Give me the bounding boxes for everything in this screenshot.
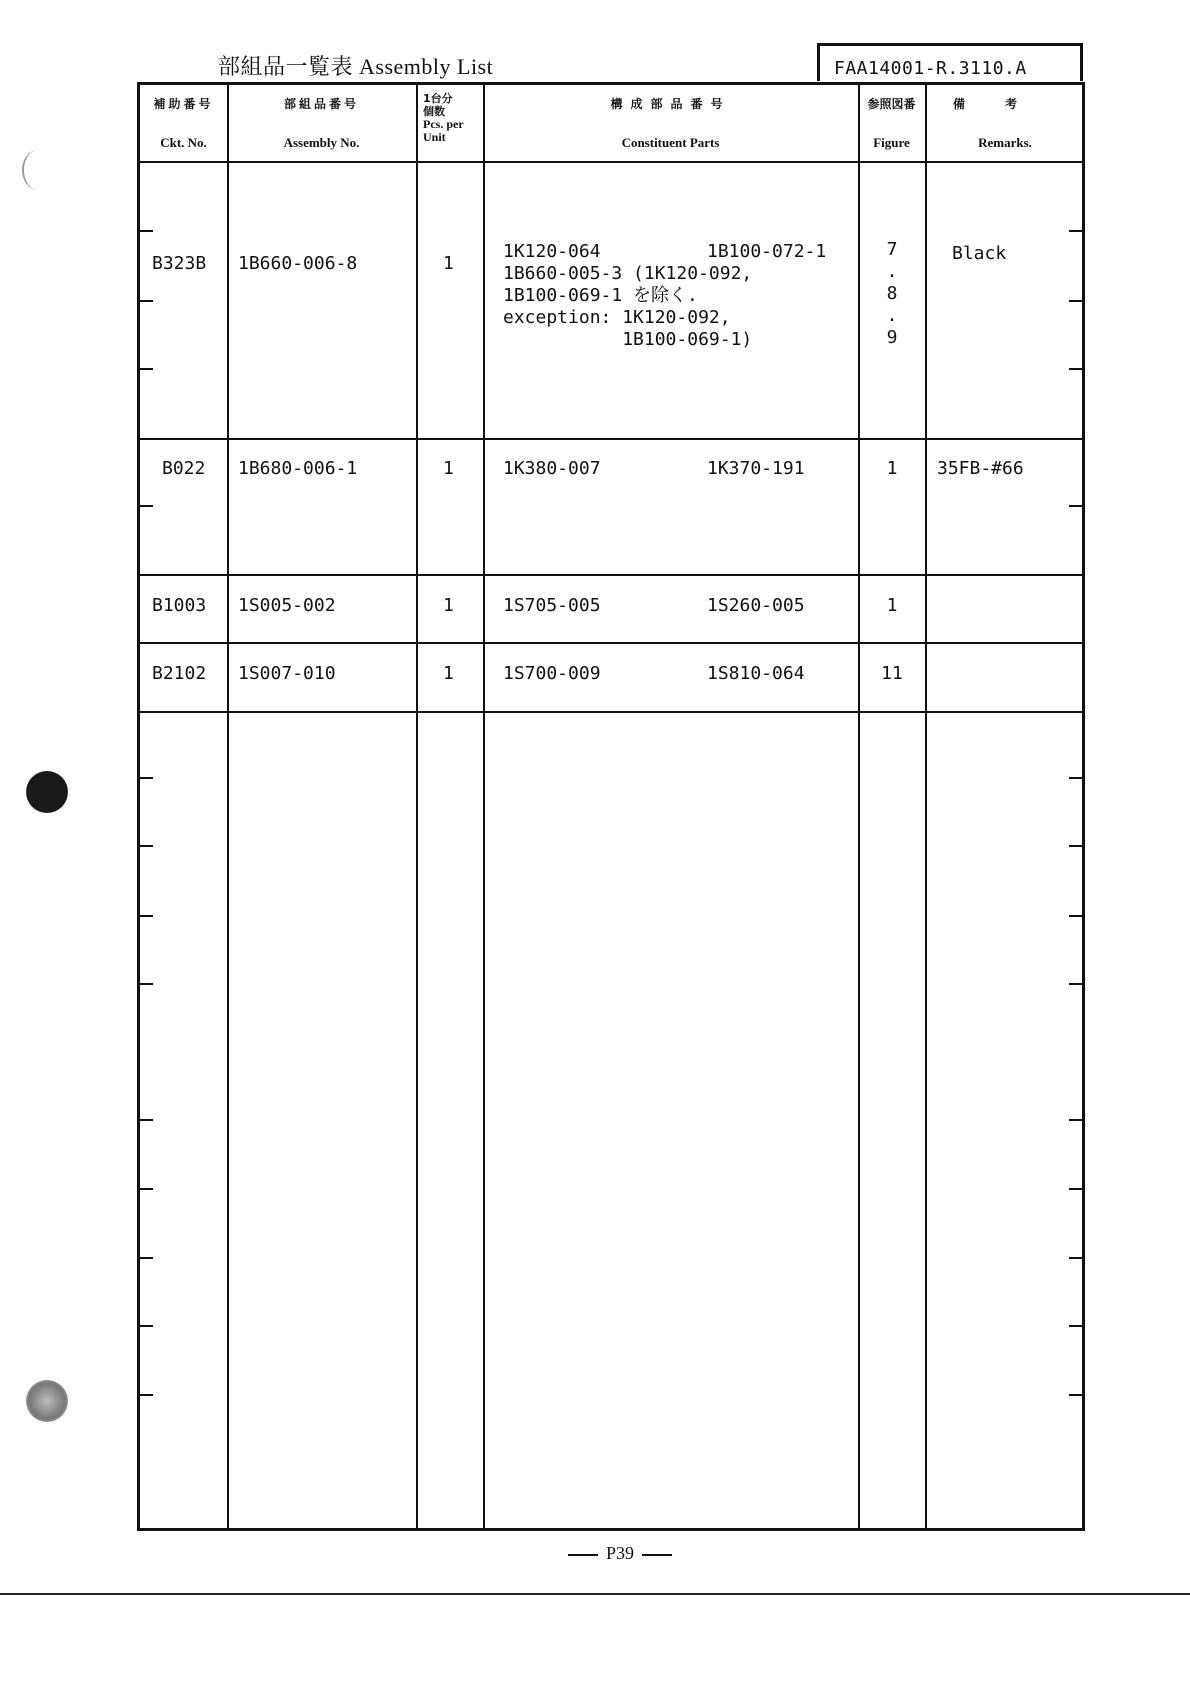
row2-parts-a: 1K380-007 (503, 458, 601, 479)
header-remarks-jp: 備考 (952, 97, 1057, 111)
margin-tick (139, 368, 153, 370)
page-number-text: P39 (606, 1543, 635, 1563)
margin-tick (139, 915, 153, 917)
header-ckt-jp: 補助番号 (153, 97, 214, 111)
row4-parts-b: 1S810-064 (707, 663, 805, 684)
row3-parts-b: 1S260-005 (707, 595, 805, 616)
document-id-box (817, 43, 1083, 81)
margin-tick (139, 1188, 153, 1190)
page-dash (642, 1554, 672, 1556)
column-divider (227, 85, 229, 1528)
row2-pcs: 1 (443, 458, 454, 479)
row1-parts-b: 1B100-072-1 (707, 241, 827, 262)
row4-parts-a: 1S700-009 (503, 663, 601, 684)
punch-hole-shadow (22, 150, 54, 190)
margin-tick (1069, 1394, 1083, 1396)
header-assembly-en: Assembly No. (283, 135, 360, 150)
margin-tick (1069, 915, 1083, 917)
margin-tick (139, 845, 153, 847)
header-assembly-jp: 部組品番号 (283, 97, 359, 111)
margin-tick (139, 777, 153, 779)
header-pcs-jp2: 個数 (423, 105, 445, 118)
row2-ckt: B022 (162, 458, 206, 479)
margin-tick (139, 1257, 153, 1259)
margin-tick (1069, 1188, 1083, 1190)
margin-tick (1069, 1119, 1083, 1121)
column-divider (416, 85, 418, 1528)
row4-figure: 11 (881, 663, 903, 684)
margin-tick (139, 1394, 153, 1396)
row1-ckt: B323B (152, 253, 207, 274)
margin-tick (139, 300, 153, 302)
page-bottom-rule (0, 1593, 1190, 1595)
margin-tick (1069, 1257, 1083, 1259)
row2-assembly: 1B680-006-1 (238, 458, 358, 479)
margin-tick (139, 505, 153, 507)
header-pcs-en2: Unit (423, 130, 446, 144)
header-remarks-en: Remarks. (978, 135, 1032, 150)
margin-tick (1069, 777, 1083, 779)
margin-tick (139, 230, 153, 232)
page-dash (568, 1554, 598, 1556)
margin-tick (139, 1325, 153, 1327)
row1-remarks: Black (952, 243, 1007, 264)
row3-ckt: B1003 (152, 595, 207, 616)
margin-tick (1069, 505, 1083, 507)
header-divider (140, 161, 1082, 163)
row3-assembly: 1S005-002 (238, 595, 336, 616)
header-pcs (423, 92, 487, 144)
document-id: FAA14001-R.3110.A (834, 58, 1027, 79)
margin-tick (139, 983, 153, 985)
header-figure-en: Figure (873, 135, 910, 150)
margin-tick (1069, 983, 1083, 985)
header-pcs-jp1: 1台分 (423, 92, 453, 105)
column-divider (925, 85, 927, 1528)
row1-assembly: 1B660-006-8 (238, 253, 358, 274)
punch-hole (26, 1380, 68, 1422)
header-ckt-en: Ckt. No. (160, 135, 207, 150)
row3-parts-a: 1S705-005 (503, 595, 601, 616)
header-pcs-en1: Pcs. per (423, 117, 464, 131)
page-number (560, 1543, 680, 1564)
row1-parts-note: 1B660-005-3 (1K120-092, 1B100-069-1 を除く. exception: 1K120-092, 1B100-069-1) (503, 263, 753, 350)
row2-remarks: 35FB-#66 (937, 458, 1024, 479)
row3-pcs: 1 (443, 595, 454, 616)
row2-figure: 1 (886, 458, 898, 479)
margin-tick (1069, 1325, 1083, 1327)
page-title: 部組品一覧表 Assembly List (218, 54, 494, 79)
margin-tick (1069, 230, 1083, 232)
punch-hole (26, 771, 68, 813)
header-parts-en: Constituent Parts (621, 135, 720, 150)
row4-pcs: 1 (443, 663, 454, 684)
header-parts-jp: 構成部品番号 (610, 97, 731, 111)
header-figure-jp: 参照図番 (867, 97, 916, 111)
row-divider (140, 642, 1082, 644)
row1-figure: 7 . 8 . 9 (886, 239, 898, 348)
row1-parts-a: 1K120-064 (503, 241, 601, 262)
margin-tick (139, 1119, 153, 1121)
margin-tick (1069, 368, 1083, 370)
row1-pcs: 1 (443, 253, 454, 274)
column-divider (483, 85, 485, 1528)
margin-tick (1069, 300, 1083, 302)
assembly-list-table (137, 82, 1085, 1531)
row2-parts-b: 1K370-191 (707, 458, 805, 479)
row-divider (140, 574, 1082, 576)
row4-assembly: 1S007-010 (238, 663, 336, 684)
row3-figure: 1 (886, 595, 898, 616)
row4-ckt: B2102 (152, 663, 207, 684)
row-divider (140, 438, 1082, 440)
margin-tick (1069, 845, 1083, 847)
row-divider (140, 711, 1082, 713)
